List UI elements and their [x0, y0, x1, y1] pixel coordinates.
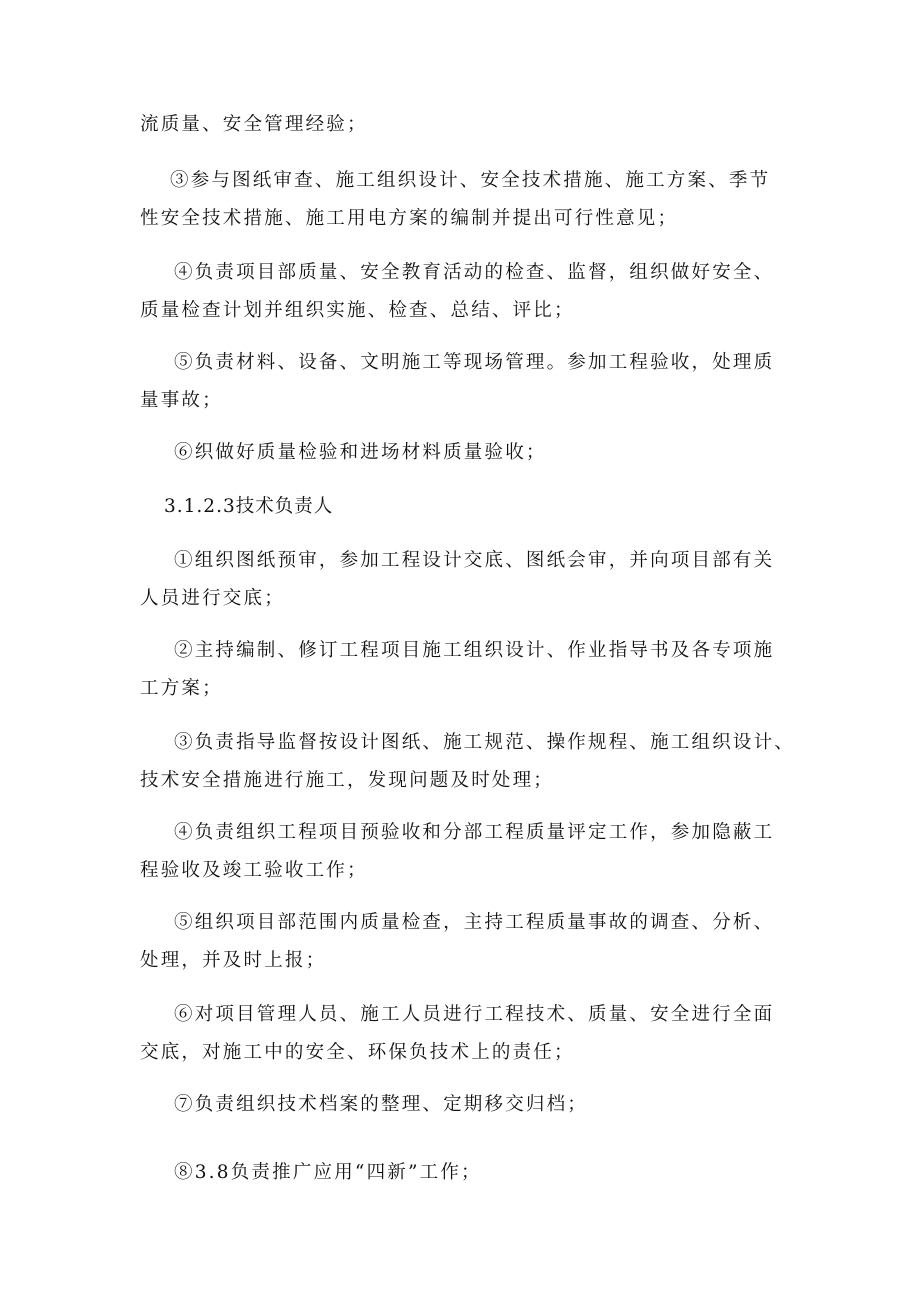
text-line: 处理，并及时上报； — [140, 950, 327, 971]
text-line: ⑥对项目管理人员、施工人员进行工程技术、质量、安全进行全面 — [174, 1004, 775, 1025]
text-line: 工方案； — [140, 678, 223, 699]
paragraph-tech-item-3-supervision — [140, 724, 796, 800]
text-line: ③参与图纸审查、施工组织设计、安全技术措施、施工方案、季节 — [170, 170, 771, 191]
text-line: 技术安全措施进行施工，发现问题及时处理； — [140, 770, 555, 791]
text-line: 质量检查计划并组织实施、检查、总结、评比； — [140, 300, 575, 321]
text-line: ⑧3.8负责推广应用“四新”工作； — [174, 1162, 482, 1183]
text-line: ④负责组织工程项目预验收和分部工程质量评定工作，参加隐蔽工 — [174, 822, 775, 843]
text-line: ③负责指导监督按设计图纸、施工规范、操作规程、施工组织设计、 — [174, 732, 796, 753]
paragraph-tech-item-1-drawing-pre-review — [140, 542, 785, 618]
section-heading-technical-lead: 3.1.2.3技术负责人 — [164, 496, 334, 517]
paragraph-tech-item-5-quality-check — [140, 904, 785, 980]
paragraph-tech-item-4-acceptance — [140, 814, 785, 890]
text-line: 人员进行交底； — [140, 588, 285, 609]
text-line: 交底，对施工中的安全、环保负技术上的责任； — [140, 1042, 575, 1063]
paragraph-tech-item-8-four-new — [140, 1154, 785, 1192]
paragraph-tech-item-6-briefing — [140, 996, 785, 1072]
paragraph-item-5-site-management — [140, 344, 785, 420]
text-line: ②主持编制、修订工程项目施工组织设计、作业指导书及各专项施 — [174, 640, 775, 661]
paragraph-item-4-quality-safety — [140, 254, 785, 330]
text-line: ④负责项目部质量、安全教育活动的检查、监督，组织做好安全、 — [174, 262, 775, 283]
text-line: 程验收及竣工验收工作； — [140, 860, 368, 881]
paragraph-item-6-material-inspection — [140, 434, 785, 472]
text-line: ⑥织做好质量检验和进场材料质量验收； — [174, 442, 547, 463]
text-line: 流质量、安全管理经验； — [140, 114, 368, 135]
paragraph-tech-item-2-construction-plan — [140, 632, 785, 708]
paragraph-tech-item-7-archives — [140, 1086, 785, 1124]
text-line: ⑤负责材料、设备、文明施工等现场管理。参加工程验收，处理质 — [174, 352, 775, 373]
text-line: 性安全技术措施、施工用电方案的编制并提出可行性意见； — [140, 208, 679, 229]
text-line: 量事故； — [140, 390, 223, 411]
paragraph-item-3-drawing-review — [140, 162, 785, 238]
text-line: ⑤组织项目部范围内质量检查，主持工程质量事故的调查、分析、 — [174, 912, 775, 933]
text-line: ①组织图纸预审，参加工程设计交底、图纸会审，并向项目部有关 — [174, 550, 775, 571]
text-line: ⑦负责组织技术档案的整理、定期移交归档； — [174, 1094, 589, 1115]
paragraph-continued-experience — [140, 106, 785, 144]
